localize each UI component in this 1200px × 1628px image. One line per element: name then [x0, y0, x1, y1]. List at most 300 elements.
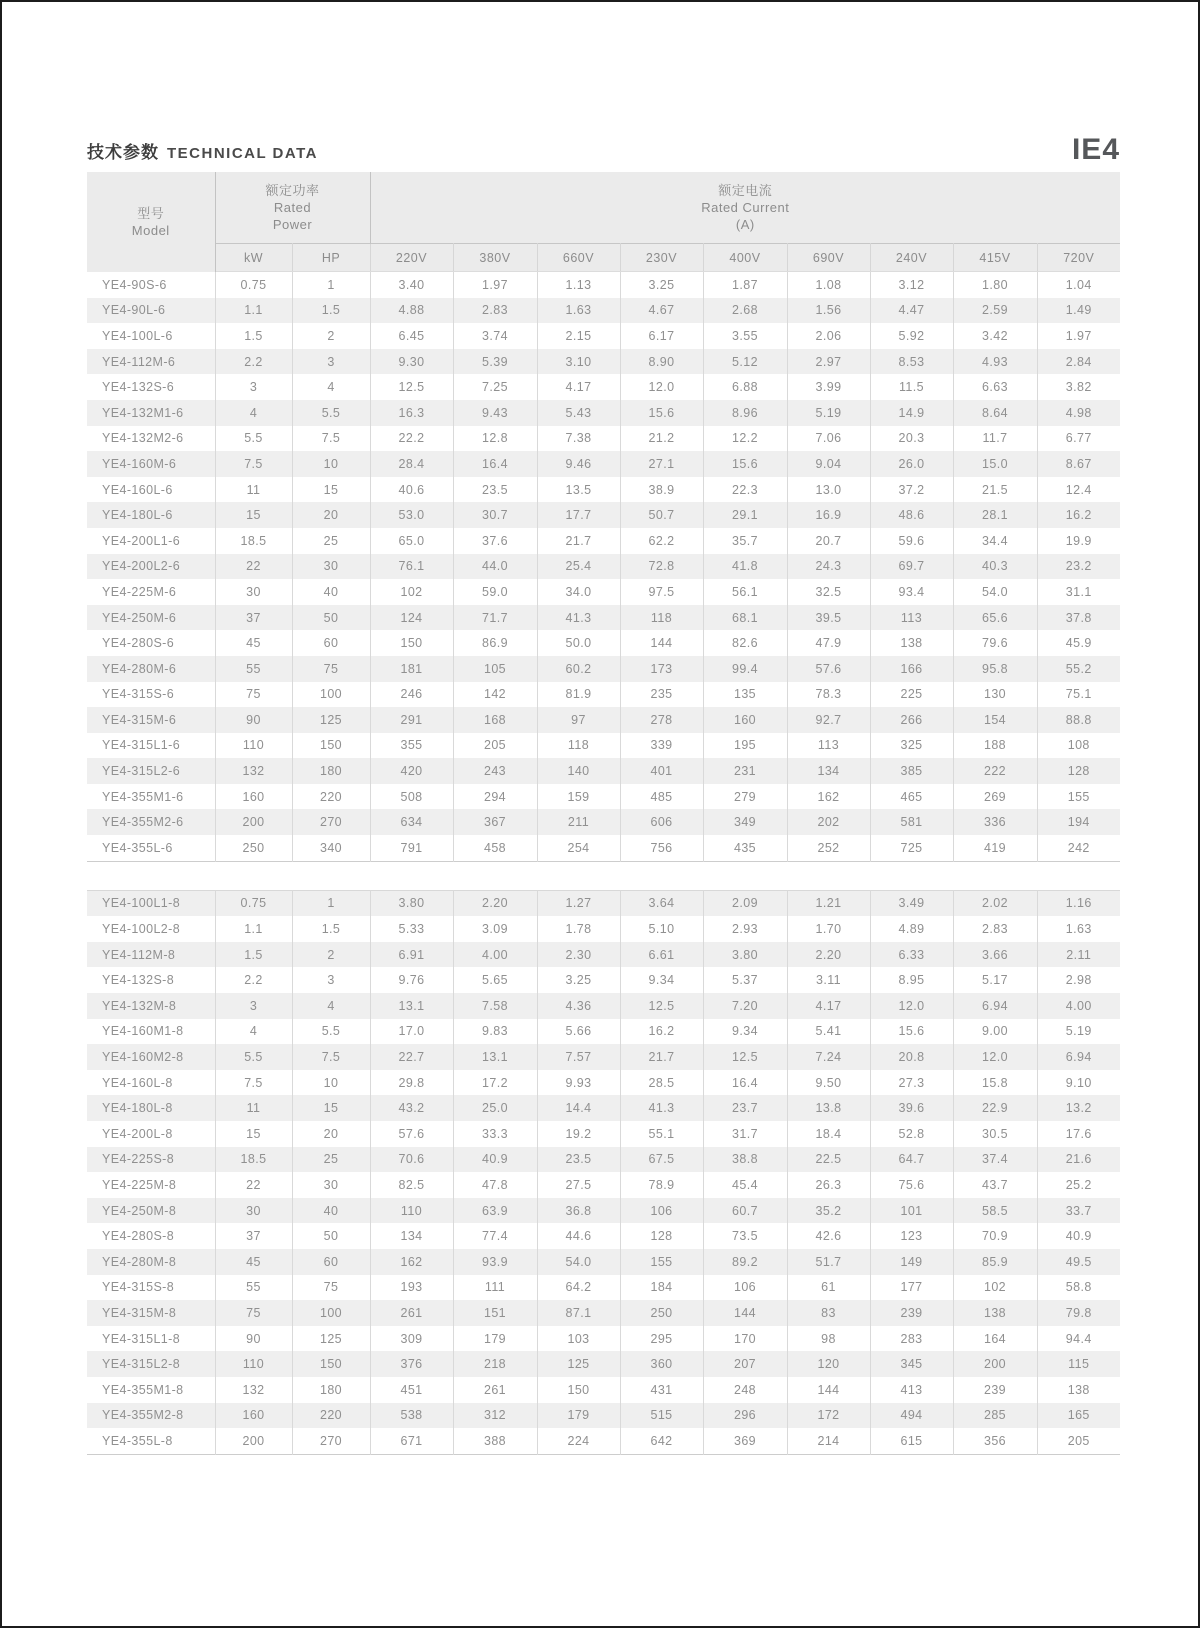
value-cell: 61 [787, 1275, 870, 1301]
value-cell: 64.2 [537, 1275, 620, 1301]
value-cell: 214 [787, 1428, 870, 1454]
model-cell: YE4-280M-6 [87, 656, 215, 682]
value-cell: 55 [215, 1275, 292, 1301]
value-cell: 508 [370, 784, 453, 810]
value-cell: 3.25 [537, 967, 620, 993]
value-cell: 4.67 [620, 298, 703, 324]
value-cell: 5.5 [215, 426, 292, 452]
value-cell: 162 [370, 1249, 453, 1275]
value-cell: 150 [292, 733, 370, 759]
value-cell: 70.6 [370, 1147, 453, 1173]
value-cell: 246 [370, 682, 453, 708]
page-title [87, 138, 318, 163]
value-cell: 102 [370, 579, 453, 605]
value-cell: 179 [453, 1326, 537, 1352]
model-label-en: Model [131, 222, 170, 238]
value-cell: 2.30 [537, 942, 620, 968]
value-cell: 56.1 [703, 579, 787, 605]
value-cell: 26.3 [787, 1172, 870, 1198]
value-cell: 6.77 [1065, 431, 1092, 446]
table-row [87, 784, 1120, 810]
value-cell: 14.4 [537, 1095, 620, 1121]
value-cell: 606 [620, 809, 703, 835]
value-cell: 15 [215, 1121, 292, 1147]
value-cell: 166 [870, 656, 953, 682]
model-cell: YE4-280S-8 [87, 1223, 215, 1249]
tables [87, 272, 1120, 1455]
value-cell: 23.5 [453, 477, 537, 503]
value-cell: 53.0 [370, 502, 453, 528]
value-cell: 45.9 [1065, 636, 1092, 651]
model-cell: YE4-225M-8 [87, 1172, 215, 1198]
value-cell: 2.83 [453, 298, 537, 324]
value-cell: 34.0 [537, 579, 620, 605]
value-cell: 295 [620, 1326, 703, 1352]
value-cell: 132 [215, 1377, 292, 1403]
value-cell: 791 [370, 835, 453, 861]
value-cell: 1 [292, 272, 370, 298]
value-cell: 10 [292, 1070, 370, 1096]
value-cell: 15.6 [620, 400, 703, 426]
table-row [87, 835, 1120, 861]
content-area [87, 133, 1120, 1455]
value-cell: 200 [953, 1351, 1037, 1377]
header-group-row [87, 172, 1120, 244]
value-cell: 159 [537, 784, 620, 810]
value-cell: 29.8 [370, 1070, 453, 1096]
power-label-en1: Rated [273, 200, 312, 215]
value-cell: 296 [703, 1403, 787, 1429]
value-cell: 155 [620, 1249, 703, 1275]
value-cell: 118 [537, 733, 620, 759]
value-cell: 173 [620, 656, 703, 682]
value-cell: 211 [537, 809, 620, 835]
value-cell: 18.5 [215, 528, 292, 554]
value-cell: 125 [537, 1351, 620, 1377]
value-cell: 11 [215, 1095, 292, 1121]
value-cell: 9.43 [453, 400, 537, 426]
value-cell: 1.63 [537, 298, 620, 324]
value-cell: 101 [870, 1198, 953, 1224]
value-cell: 279 [703, 784, 787, 810]
value-cell: 465 [870, 784, 953, 810]
value-cell: 22.3 [703, 477, 787, 503]
value-cell: 8.53 [870, 349, 953, 375]
value-cell: 1.56 [787, 298, 870, 324]
table-row [87, 554, 1120, 580]
value-cell: 15 [292, 477, 370, 503]
value-cell: 55.2 [1065, 661, 1092, 676]
model-cell: YE4-112M-6 [87, 349, 215, 375]
value-cell: 42.6 [787, 1223, 870, 1249]
value-cell: 2.98 [1065, 973, 1092, 988]
value-cell: 3.42 [953, 323, 1037, 349]
value-cell: 52.8 [870, 1121, 953, 1147]
value-cell: 38.8 [703, 1147, 787, 1173]
table-row [87, 349, 1120, 375]
value-cell: 235 [620, 682, 703, 708]
value-cell: 16.3 [370, 400, 453, 426]
value-cell: 151 [453, 1300, 537, 1326]
value-cell: 285 [953, 1403, 1037, 1429]
value-cell: 3.74 [453, 323, 537, 349]
value-cell: 12.5 [620, 993, 703, 1019]
value-cell: 252 [787, 835, 870, 861]
value-cell: 78.3 [787, 682, 870, 708]
value-cell: 1.49 [1065, 303, 1092, 318]
value-cell: 7.24 [787, 1044, 870, 1070]
value-cell: 38.9 [620, 477, 703, 503]
value-cell: 138 [870, 630, 953, 656]
value-cell: 37.8 [1065, 610, 1092, 625]
value-cell: 642 [620, 1428, 703, 1454]
value-cell: 71.7 [453, 605, 537, 631]
table-row [87, 272, 1120, 298]
subcol-220v: 220V [370, 244, 453, 272]
value-cell: 222 [953, 758, 1037, 784]
value-cell: 20.3 [870, 426, 953, 452]
value-cell: 2.97 [787, 349, 870, 375]
value-cell: 7.58 [453, 993, 537, 1019]
value-cell: 14.9 [870, 400, 953, 426]
value-cell: 188 [953, 733, 1037, 759]
value-cell: 124 [370, 605, 453, 631]
value-cell: 36.8 [537, 1198, 620, 1224]
model-cell: YE4-90L-6 [87, 298, 215, 324]
value-cell: 30 [215, 579, 292, 605]
value-cell: 581 [870, 809, 953, 835]
value-cell: 7.5 [215, 451, 292, 477]
value-cell: 2.83 [953, 916, 1037, 942]
value-cell: 21.5 [953, 477, 1037, 503]
table-row [87, 451, 1120, 477]
power-label-en2: Power [272, 217, 313, 232]
value-cell: 1.5 [215, 942, 292, 968]
value-cell: 34.4 [953, 528, 1037, 554]
model-label-zh: 型号 [137, 205, 165, 221]
value-cell: 2.02 [953, 890, 1037, 916]
value-cell: 27.5 [537, 1172, 620, 1198]
value-cell: 162 [787, 784, 870, 810]
value-cell: 388 [453, 1428, 537, 1454]
model-cell: YE4-225S-8 [87, 1147, 215, 1173]
value-cell: 349 [703, 809, 787, 835]
table-row [87, 1249, 1120, 1275]
value-cell: 0.75 [215, 890, 292, 916]
value-cell: 12.4 [1065, 482, 1092, 497]
value-cell: 90 [215, 707, 292, 733]
model-cell: YE4-132S-8 [87, 967, 215, 993]
value-cell: 130 [953, 682, 1037, 708]
subcol-kw: kW [215, 244, 292, 272]
value-cell: 100 [292, 1300, 370, 1326]
value-cell: 40.6 [370, 477, 453, 503]
model-cell: YE4-355M1-8 [87, 1377, 215, 1403]
value-cell: 16.9 [787, 502, 870, 528]
value-cell: 5.39 [453, 349, 537, 375]
value-cell: 5.5 [215, 1044, 292, 1070]
value-cell: 261 [453, 1377, 537, 1403]
subcol-240v: 240V [870, 244, 953, 272]
value-cell: 125 [292, 707, 370, 733]
table-row [87, 1377, 1120, 1403]
value-cell: 160 [215, 784, 292, 810]
value-cell: 13.2 [1065, 1101, 1092, 1116]
value-cell: 615 [870, 1428, 953, 1454]
value-cell: 8.96 [703, 400, 787, 426]
value-cell: 40.3 [953, 554, 1037, 580]
value-cell: 207 [703, 1351, 787, 1377]
value-cell: 21.6 [1065, 1152, 1092, 1167]
value-cell: 123 [870, 1223, 953, 1249]
table-row [87, 579, 1120, 605]
value-cell: 77.4 [453, 1223, 537, 1249]
value-cell: 3.09 [453, 916, 537, 942]
model-cell: YE4-200L2-6 [87, 554, 215, 580]
value-cell: 376 [370, 1351, 453, 1377]
value-cell: 98 [787, 1326, 870, 1352]
value-cell: 3.80 [703, 942, 787, 968]
value-cell: 3.64 [620, 890, 703, 916]
value-cell: 20.8 [870, 1044, 953, 1070]
value-cell: 5.43 [537, 400, 620, 426]
value-cell: 1.5 [292, 916, 370, 942]
value-cell: 413 [870, 1377, 953, 1403]
value-cell: 3.66 [953, 942, 1037, 968]
subcol-230v: 230V [620, 244, 703, 272]
value-cell: 725 [870, 835, 953, 861]
value-cell: 108 [1067, 738, 1090, 753]
value-cell: 634 [370, 809, 453, 835]
value-cell: 339 [620, 733, 703, 759]
value-cell: 5.5 [292, 1019, 370, 1045]
value-cell: 5.92 [870, 323, 953, 349]
subcol-720v: 720V [1037, 244, 1120, 272]
value-cell: 494 [870, 1403, 953, 1429]
value-cell: 144 [787, 1377, 870, 1403]
value-cell: 13.0 [787, 477, 870, 503]
value-cell: 62.2 [620, 528, 703, 554]
value-cell: 65.6 [953, 605, 1037, 631]
value-cell: 17.2 [453, 1070, 537, 1096]
value-cell: 118 [620, 605, 703, 631]
value-cell: 111 [453, 1275, 537, 1301]
model-cell: YE4-355M2-8 [87, 1403, 215, 1429]
value-cell: 250 [620, 1300, 703, 1326]
value-cell: 194 [1067, 815, 1090, 830]
value-cell: 33.7 [1065, 1203, 1092, 1218]
value-cell: 6.94 [1065, 1050, 1092, 1065]
value-cell: 88.8 [1065, 712, 1092, 727]
value-cell: 106 [620, 1198, 703, 1224]
model-cell: YE4-112M-8 [87, 942, 215, 968]
subcol-690v: 690V [787, 244, 870, 272]
value-cell: 1.63 [1065, 922, 1092, 937]
value-cell: 67.5 [620, 1147, 703, 1173]
model-cell: YE4-250M-6 [87, 605, 215, 631]
value-cell: 81.9 [537, 682, 620, 708]
value-cell: 458 [453, 835, 537, 861]
table-row [87, 682, 1120, 708]
value-cell: 25.2 [1065, 1177, 1092, 1192]
value-cell: 35.7 [703, 528, 787, 554]
value-cell: 4 [215, 400, 292, 426]
value-cell: 3 [292, 349, 370, 375]
value-cell: 49.5 [1065, 1254, 1092, 1269]
value-cell: 205 [453, 733, 537, 759]
model-cell: YE4-100L2-8 [87, 916, 215, 942]
value-cell: 239 [870, 1300, 953, 1326]
value-cell: 135 [703, 682, 787, 708]
value-cell: 37.6 [453, 528, 537, 554]
value-cell: 12.5 [370, 374, 453, 400]
series-6-pole [87, 272, 1120, 862]
value-cell: 110 [370, 1198, 453, 1224]
table-row [87, 323, 1120, 349]
value-cell: 5.66 [537, 1019, 620, 1045]
value-cell: 5.17 [953, 967, 1037, 993]
value-cell: 82.6 [703, 630, 787, 656]
value-cell: 538 [370, 1403, 453, 1429]
value-cell: 8.67 [1065, 456, 1092, 471]
value-cell: 25.0 [453, 1095, 537, 1121]
value-cell: 20.7 [787, 528, 870, 554]
value-cell: 149 [870, 1249, 953, 1275]
value-cell: 15.0 [953, 451, 1037, 477]
value-cell: 90 [215, 1326, 292, 1352]
value-cell: 37 [215, 1223, 292, 1249]
value-cell: 76.1 [370, 554, 453, 580]
value-cell: 27.3 [870, 1070, 953, 1096]
value-cell: 89.2 [703, 1249, 787, 1275]
value-cell: 1.70 [787, 916, 870, 942]
value-cell: 170 [703, 1326, 787, 1352]
value-cell: 250 [215, 835, 292, 861]
value-cell: 82.5 [370, 1172, 453, 1198]
value-cell: 39.5 [787, 605, 870, 631]
value-cell: 128 [1067, 764, 1090, 779]
value-cell: 1.80 [953, 272, 1037, 298]
value-cell: 225 [870, 682, 953, 708]
value-cell: 9.83 [453, 1019, 537, 1045]
value-cell: 5.65 [453, 967, 537, 993]
model-cell: YE4-315M-8 [87, 1300, 215, 1326]
table-row [87, 374, 1120, 400]
value-cell: 30.5 [953, 1121, 1037, 1147]
value-cell: 5.41 [787, 1019, 870, 1045]
value-cell: 48.6 [870, 502, 953, 528]
series-8-pole [87, 890, 1120, 1455]
value-cell: 22.9 [953, 1095, 1037, 1121]
value-cell: 150 [370, 630, 453, 656]
value-cell: 671 [370, 1428, 453, 1454]
value-cell: 369 [703, 1428, 787, 1454]
value-cell: 1.5 [215, 323, 292, 349]
value-cell: 75 [292, 656, 370, 682]
value-cell: 1.1 [215, 298, 292, 324]
value-cell: 83 [787, 1300, 870, 1326]
model-cell: YE4-100L1-8 [87, 890, 215, 916]
model-cell: YE4-180L-6 [87, 502, 215, 528]
value-cell: 54.0 [953, 579, 1037, 605]
value-cell: 3.99 [787, 374, 870, 400]
model-cell: YE4-355L-8 [87, 1428, 215, 1454]
value-cell: 120 [787, 1351, 870, 1377]
value-cell: 28.4 [370, 451, 453, 477]
value-cell: 1.78 [537, 916, 620, 942]
value-cell: 3.49 [870, 890, 953, 916]
value-cell: 12.2 [703, 426, 787, 452]
value-cell: 85.9 [953, 1249, 1037, 1275]
value-cell: 2.59 [953, 298, 1037, 324]
value-cell: 1.97 [1065, 328, 1092, 343]
value-cell: 2 [292, 942, 370, 968]
value-cell: 21.2 [620, 426, 703, 452]
value-cell: 15 [292, 1095, 370, 1121]
value-cell: 18.5 [215, 1147, 292, 1173]
value-cell: 4.89 [870, 916, 953, 942]
value-cell: 401 [620, 758, 703, 784]
value-cell: 1.13 [537, 272, 620, 298]
table-row [87, 1351, 1120, 1377]
value-cell: 7.5 [215, 1070, 292, 1096]
value-cell: 144 [620, 630, 703, 656]
table-row [87, 1070, 1120, 1096]
value-cell: 54.0 [537, 1249, 620, 1275]
value-cell: 44.0 [453, 554, 537, 580]
value-cell: 28.5 [620, 1070, 703, 1096]
value-cell: 283 [870, 1326, 953, 1352]
value-cell: 2.84 [1065, 354, 1092, 369]
value-cell: 97 [537, 707, 620, 733]
value-cell: 168 [453, 707, 537, 733]
subcol-400v: 400V [703, 244, 787, 272]
table-row [87, 502, 1120, 528]
value-cell: 435 [703, 835, 787, 861]
value-cell: 291 [370, 707, 453, 733]
value-cell: 150 [537, 1377, 620, 1403]
value-cell: 12.5 [703, 1044, 787, 1070]
value-cell: 1.04 [1065, 277, 1092, 292]
model-cell: YE4-315L1-8 [87, 1326, 215, 1352]
value-cell: 58.8 [1065, 1280, 1092, 1295]
value-cell: 220 [292, 784, 370, 810]
value-cell: 242 [1067, 840, 1090, 855]
value-cell: 8.95 [870, 967, 953, 993]
value-cell: 1.16 [1065, 896, 1092, 911]
table-row [87, 993, 1120, 1019]
value-cell: 31.7 [703, 1121, 787, 1147]
value-cell: 63.9 [453, 1198, 537, 1224]
value-cell: 13.5 [537, 477, 620, 503]
value-cell: 75 [215, 682, 292, 708]
value-cell: 115 [1068, 1357, 1090, 1372]
value-cell: 155 [1067, 789, 1090, 804]
efficiency-class-badge: IE4 [1071, 133, 1120, 166]
table-row [87, 916, 1120, 942]
value-cell: 2.2 [215, 967, 292, 993]
value-cell: 95.8 [953, 656, 1037, 682]
value-cell: 6.17 [620, 323, 703, 349]
value-cell: 4.88 [370, 298, 453, 324]
value-cell: 150 [292, 1351, 370, 1377]
value-cell: 2.11 [1066, 947, 1092, 962]
value-cell: 336 [953, 809, 1037, 835]
model-cell: YE4-160M2-8 [87, 1044, 215, 1070]
value-cell: 15.6 [870, 1019, 953, 1045]
value-cell: 180 [292, 1377, 370, 1403]
value-cell: 266 [870, 707, 953, 733]
